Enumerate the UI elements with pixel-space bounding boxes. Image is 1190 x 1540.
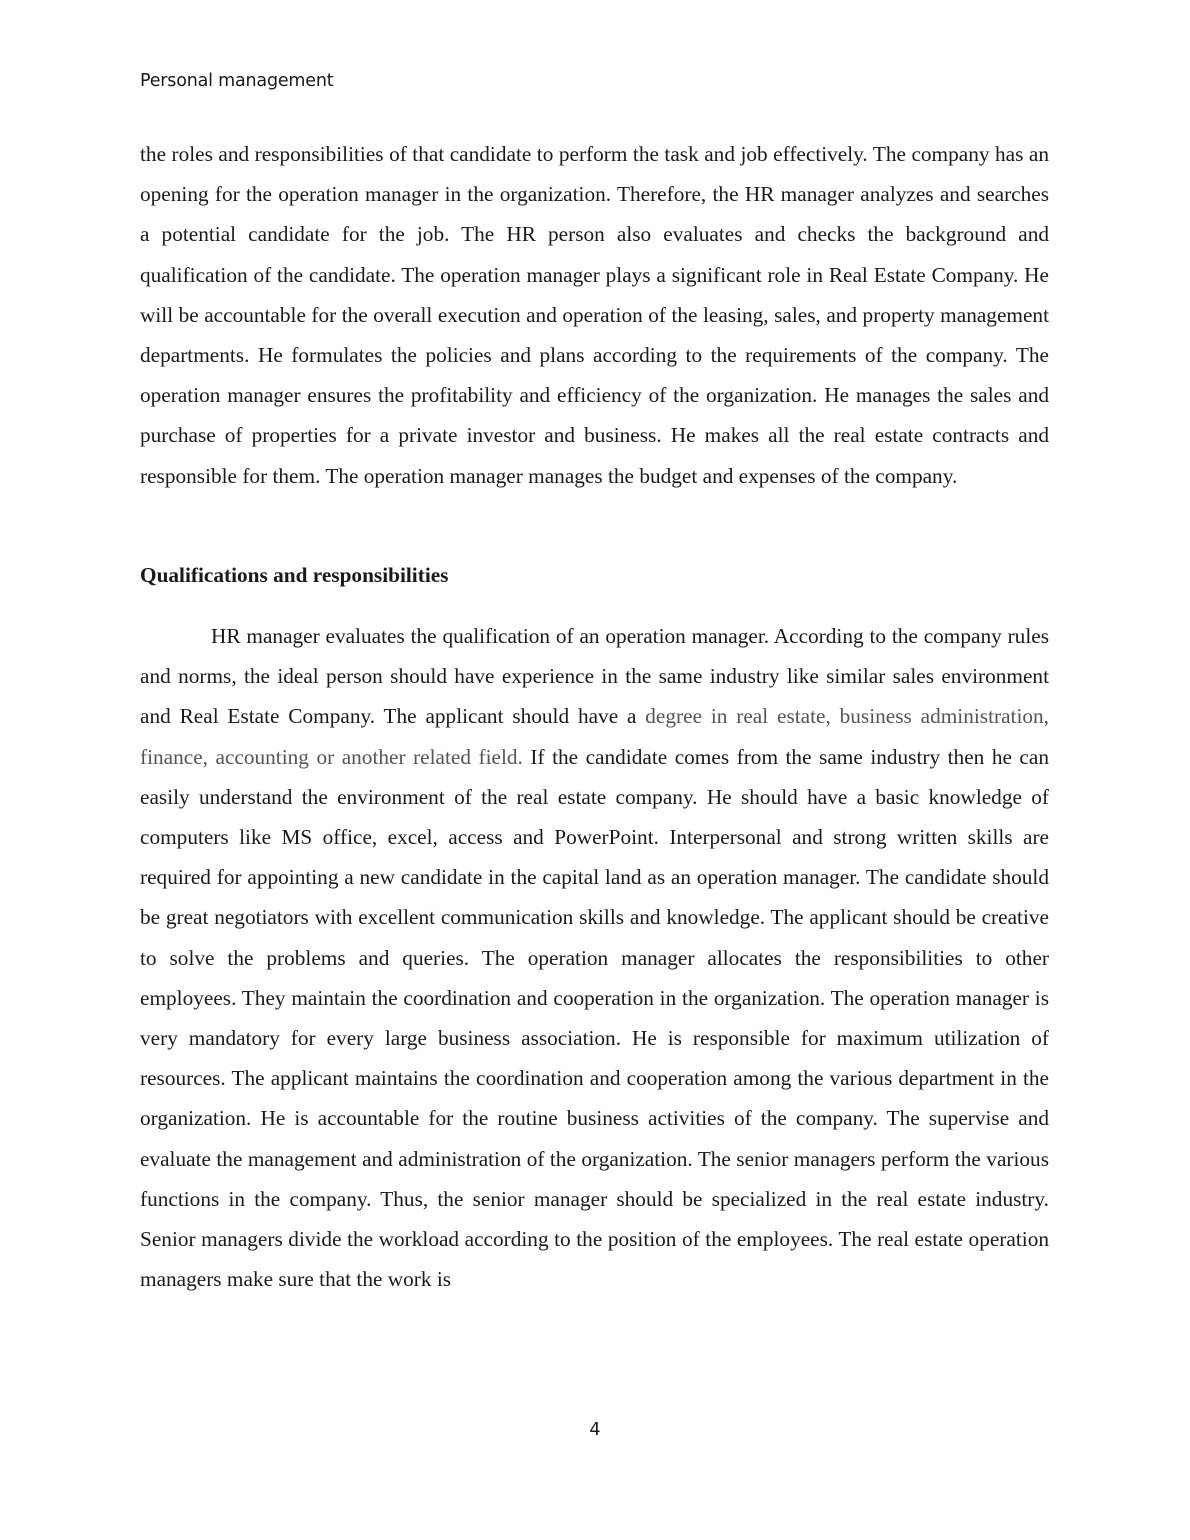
section-heading: Qualifications and responsibilities: [140, 563, 449, 587]
paragraph-2-text-end: If the candidate comes from the same industry then he can easily understand the environment of the real estate company. He should have a basic knowledge of computers like MS office, excel, access and PowerPoint. Interpersonal and strong written skills are required for appointing a new candidate in the capital land as an operation manager. The candidate should be great negotiators with excellent communication skills and knowledge. The applicant should be creative to solve the problems and queries. The operation manager allocates the responsibilities to other employees. They maintain the coordination and cooperation in the organization. The operation manager is very mandatory for every large business association. He is responsible for maximum utilization of resources. The applicant maintains the coordination and cooperation among the various department in the organization. He is accountable for the routine business activities of the company. The supervise and evaluate the management and administration of the organization. The senior managers perform the various functions in the company. Thus, the senior manager should be specialized in the real estate industry. Senior managers divide the workload according to the position of the employees. The real estate operation managers make sure that the work is: [140, 744, 1049, 1292]
body-paragraph-1: the roles and responsibilities of that candidate to perform the task and job effectively. The company has an opening for the operation manager in the organization. Therefore, the HR manager analyzes and searches a potential candidate for the job. The HR person also evaluates and checks the background and qualification of the candidate. The operation manager plays a significant role in Real Estate Company. He will be accountable for the overall execution and operation of the leasing, sales, and property management departments. He formulates the policies and plans according to the requirements of the company. The operation manager ensures the profitability and efficiency of the organization. He manages the sales and purchase of properties for a private investor and business. He makes all the real estate contracts and responsible for them. The operation manager manages the budget and expenses of the company.: [140, 142, 1049, 488]
running-header: Personal management: [140, 71, 334, 91]
body-paragraph-2: [140, 616, 1049, 1299]
paragraph-2-text-start: HR manager evaluates the qualification of an operation manager. According to the company rules and norms, the ideal person should have experience in the same industry like similar sales environment and Real Estate Company. The applicant should have a: [140, 624, 1049, 729]
page-number: 4: [589, 1420, 601, 1440]
paragraph-2-highlighted-text: degree in real estate, business administration, finance, accounting or another related field.: [140, 704, 1049, 769]
